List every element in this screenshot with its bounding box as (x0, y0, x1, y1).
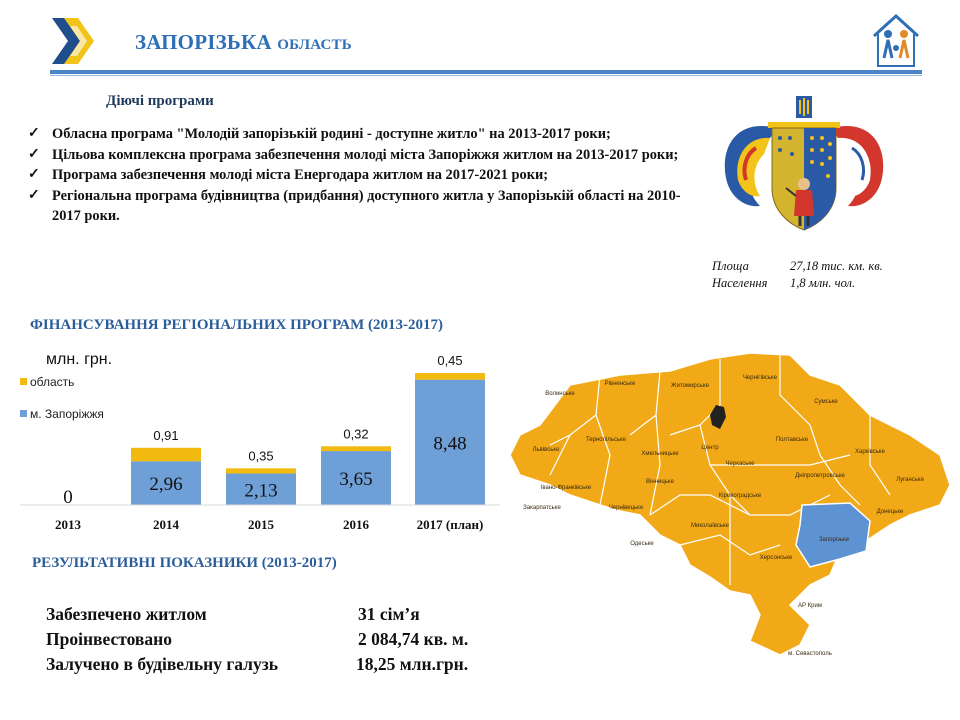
area-label: Площа (712, 259, 749, 273)
area-value: 27,18 тис. км. кв. (790, 259, 883, 273)
legend-swatch (20, 410, 27, 417)
program-text: Програма забезпечення молоді міста Енергодара житлом на 2017-2021 роки; (52, 167, 549, 183)
result-value: 2 084,74 кв. м. (358, 629, 469, 649)
bar-oblast (131, 448, 201, 461)
result-value: 18,25 млн.грн. (356, 654, 469, 674)
map-region-label: Кіровоградське (718, 493, 762, 499)
bar-value-label: 2,13 (244, 480, 278, 502)
bar-value-label: 0 (63, 487, 73, 508)
bar-oblast (321, 446, 391, 451)
family-house-icon (870, 12, 922, 70)
map-region-label: Дніпропетровське (795, 473, 845, 479)
population-row (712, 275, 883, 292)
map-region-label: Волинське (545, 391, 575, 397)
map-region-label: Черкаське (725, 461, 755, 467)
map-region-label: Вінницьке (646, 479, 674, 485)
x-tick-label: 2014 (153, 517, 179, 532)
financing-title: ФІНАНСУВАННЯ РЕГІОНАЛЬНИХ ПРОГРАМ (2013-2017) (30, 317, 443, 333)
chart-legend (20, 375, 104, 421)
map-region-label: Центр (701, 445, 719, 451)
map-region-label: Чернігівське (742, 375, 778, 381)
checkmark-icon: ✓ (28, 187, 40, 203)
program-text: Цільова комплексна програма забезпечення молоді міста Запоріжжя житлом на 2013-2017 роки; (52, 146, 679, 163)
map-region-label: Одеське (630, 541, 654, 547)
program-item (28, 145, 688, 166)
map-region-label: Закарпатське (523, 505, 561, 511)
legend-label: м. Запоріжжя (30, 407, 104, 421)
chart-x-labels (55, 517, 483, 532)
zaporizhzhia-region (796, 503, 870, 567)
map-region-label: Херсонське (759, 555, 793, 561)
checkmark-icon: ✓ (28, 126, 40, 141)
x-tick-label: 2013 (55, 517, 81, 532)
x-tick-label: 2016 (343, 517, 369, 532)
map-region-label: Житомирське (671, 383, 709, 389)
program-text: Регіональна програма будівництва (придбання) доступного житла у Запорізькій області на 2010-2017 роки. (52, 187, 681, 224)
result-label: Залучено в будівельну галузь (46, 654, 279, 674)
chart-bars (20, 353, 500, 508)
map-region-label: Львівське (532, 447, 560, 453)
programs-list (28, 124, 688, 227)
x-tick-label: 2015 (248, 517, 274, 532)
bar-top-label: 0,45 (437, 353, 463, 369)
checkmark-icon: ✓ (28, 167, 40, 182)
header-divider (50, 70, 922, 74)
map-region-label: Луганське (896, 477, 924, 483)
result-label: Забезпечено житлом (46, 604, 207, 624)
result-value: 31 сім’я (358, 604, 420, 624)
ukraine-map (510, 345, 952, 663)
legend-swatch (20, 378, 27, 385)
bar-value-label: 3,65 (339, 469, 373, 491)
results-title: РЕЗУЛЬТАТИВНІ ПОКАЗНИКИ (2013-2017) (32, 555, 337, 571)
map-region-label: Полтавське (775, 437, 809, 443)
map-region-label: Тернопільське (585, 437, 627, 443)
program-item (28, 186, 688, 227)
map-region-label: Сумське (814, 399, 838, 405)
financing-chart (20, 338, 510, 544)
unit-label: млн. грн. (46, 351, 113, 368)
legend-label: область (30, 375, 75, 389)
program-item (28, 124, 688, 145)
map-region-label: Рівненське (604, 381, 636, 387)
programs-heading: Діючі програми (106, 93, 214, 109)
population-label: Населення (712, 276, 768, 290)
page-title: ЗАПОРІЗЬКА ОБЛАСТЬ (135, 30, 352, 54)
map-region-label: Миколаївське (690, 523, 730, 529)
bar-top-label: 0,32 (343, 426, 369, 442)
map-region-label: Харківське (855, 449, 885, 455)
area-row (712, 258, 883, 275)
map-region-label: Чернівецьке (608, 505, 644, 511)
map-region-label: Хмельницьке (641, 451, 679, 457)
map-region-label: Івано-Франківське (540, 485, 592, 491)
chevron-logo-icon (50, 16, 98, 66)
map-region-label: м. Севастополь (788, 651, 832, 657)
program-text: Обласна програма "Молодій запорізькій родині - доступне житло" на 2013-2017 роки; (52, 126, 611, 142)
map-region-label: АР Крим (798, 603, 822, 609)
header-divider-thin (50, 75, 922, 76)
population-value: 1,8 млн. чол. (790, 276, 856, 290)
coat-of-arms-icon (716, 88, 892, 236)
bar-value-label: 2,96 (149, 474, 183, 496)
result-label: Проінвестовано (46, 629, 172, 649)
program-item (28, 165, 688, 186)
bar-oblast (226, 468, 296, 473)
map-region-label: Донецьке (876, 509, 904, 515)
x-tick-label: 2017 (план) (416, 517, 484, 532)
bar-value-label: 8,48 (433, 433, 467, 455)
checkmark-icon: ✓ (28, 146, 40, 162)
region-stats (712, 258, 883, 292)
bar-top-label: 0,91 (153, 427, 179, 443)
bar-oblast (415, 373, 485, 380)
map-region-label: Запорізьке (818, 537, 850, 543)
bar-top-label: 0,35 (248, 448, 274, 464)
